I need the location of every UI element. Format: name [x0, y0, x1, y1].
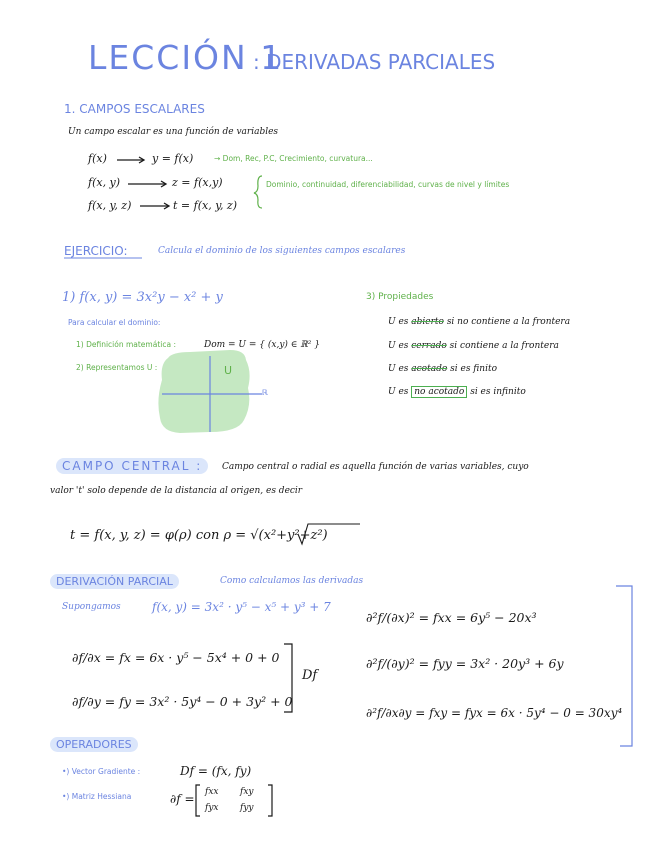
prop-pre: U es — [388, 387, 409, 397]
central-label-text: CAMPO CENTRAL : — [56, 458, 208, 474]
central-text-2: valor 't' solo depende de la distancia al origen, es decir — [50, 486, 303, 496]
note-2: Dominio, continuidad, diferenciabilidad, curvas de nivel y límites — [266, 180, 510, 189]
para-text: Para calcular el dominio: — [68, 318, 161, 327]
central-text-1: Campo central o radial es aquella función de varias variables, cuyo — [222, 462, 529, 472]
prop-4 — [388, 387, 526, 397]
prop-mark: acotado — [411, 364, 448, 374]
grad-label: •) Vector Gradiente : — [62, 767, 141, 776]
brace-icon — [254, 176, 262, 208]
prop-pre: U es — [388, 364, 409, 374]
fn-row-2-rhs: z = f(x,y) — [172, 176, 223, 189]
central-label — [56, 459, 208, 473]
def-label: 1) Definición matemática : — [76, 340, 176, 349]
df-label: Df — [302, 668, 318, 683]
matrix-bracket-right — [268, 785, 272, 816]
hess-symbol: ∂f = — [170, 792, 195, 806]
fn-row-2-lhs: f(x, y) — [88, 176, 121, 189]
graph-u-label: U — [224, 364, 233, 377]
exercise-item: 1) f(x, y) = 3x²y − x² + y — [62, 290, 223, 305]
prop-3 — [388, 364, 497, 374]
def-value: Dom = U = { (x,y) ∈ ℝ² } — [204, 340, 320, 350]
lesson-subtitle: : DERIVADAS PARCIALES — [253, 50, 496, 74]
section-heading: 1. CAMPOS ESCALARES — [64, 102, 205, 116]
bracket-icon — [616, 586, 632, 746]
exercise-text: Calcula el dominio de los siguientes campos escalares — [158, 246, 406, 256]
graph-x-label: ℝ — [262, 388, 268, 397]
grad-formula: Df = (fx, fy) — [180, 764, 252, 778]
matrix-bracket-left — [196, 785, 200, 816]
suppose-label: Supongamos — [62, 602, 121, 612]
suppose-formula: f(x, y) = 3x² · y⁵ − x⁵ + y³ + 7 — [152, 600, 331, 614]
fyy-formula: ∂²f/(∂y)² = fyy = 3x² · 20y³ + 6y — [366, 656, 564, 671]
deriv-label-text: DERIVACIÓN PARCIAL — [50, 574, 179, 589]
fn-row-1-lhs: f(x) — [88, 152, 107, 165]
op-label-text: OPERADORES — [50, 737, 138, 752]
prop-pre: U es — [388, 341, 409, 351]
note-1: → Dom, Rec, P.C, Crecimiento, curvatura... — [214, 154, 373, 163]
hess-fyx: fyx — [205, 803, 219, 813]
prop-1 — [388, 317, 570, 327]
fn-row-1-rhs: y = f(x) — [152, 152, 194, 165]
prop-pre: U es — [388, 317, 409, 327]
central-formula: t = f(x, y, z) = φ(ρ) con ρ = √(x²+y²+z²) — [70, 528, 328, 543]
rep-label: 2) Representamos U : — [76, 363, 158, 372]
deriv-text: Como calculamos las derivadas — [220, 576, 364, 586]
prop-mark: cerrado — [411, 341, 447, 351]
prop-post: si es infinito — [470, 387, 526, 397]
prop-mark: abierto — [411, 317, 444, 327]
prop-2 — [388, 341, 559, 351]
prop-mark: no acotado — [411, 386, 467, 398]
hess-fxy: fxy — [240, 787, 254, 797]
hess-fxx: fxx — [205, 787, 219, 797]
intro-text: Un campo escalar es una función de variables — [68, 127, 279, 137]
fn-row-3-rhs: t = f(x, y, z) — [173, 199, 238, 212]
prop-post: si es finito — [450, 364, 498, 374]
fxx-formula: ∂²f/(∂x)² = fxx = 6y⁵ − 20x³ — [366, 610, 537, 625]
prop-post: si no contiene a la frontera — [446, 317, 571, 327]
fx-formula: ∂f/∂x = fx = 6x · y⁵ − 5x⁴ + 0 + 0 — [72, 650, 280, 665]
exercise-label: EJERCICIO: — [64, 244, 128, 258]
fxy-formula: ∂²f/∂x∂y = fxy = fyx = 6x · 5y⁴ − 0 = 30xy⁴ — [366, 706, 623, 720]
fn-row-3-lhs: f(x, y, z) — [88, 199, 132, 212]
domain-region — [158, 350, 249, 433]
hess-fyy: fyy — [240, 803, 254, 813]
op-label — [50, 738, 138, 751]
fy-formula: ∂f/∂y = fy = 3x² · 5y⁴ − 0 + 3y² + 0 — [72, 694, 293, 709]
prop-post: si contiene a la frontera — [449, 341, 559, 351]
lesson-title: LECCIÓN 1 — [88, 38, 284, 77]
deriv-label — [50, 575, 179, 588]
hess-label: •) Matriz Hessiana — [62, 792, 132, 801]
props-heading: 3) Propiedades — [366, 292, 434, 302]
